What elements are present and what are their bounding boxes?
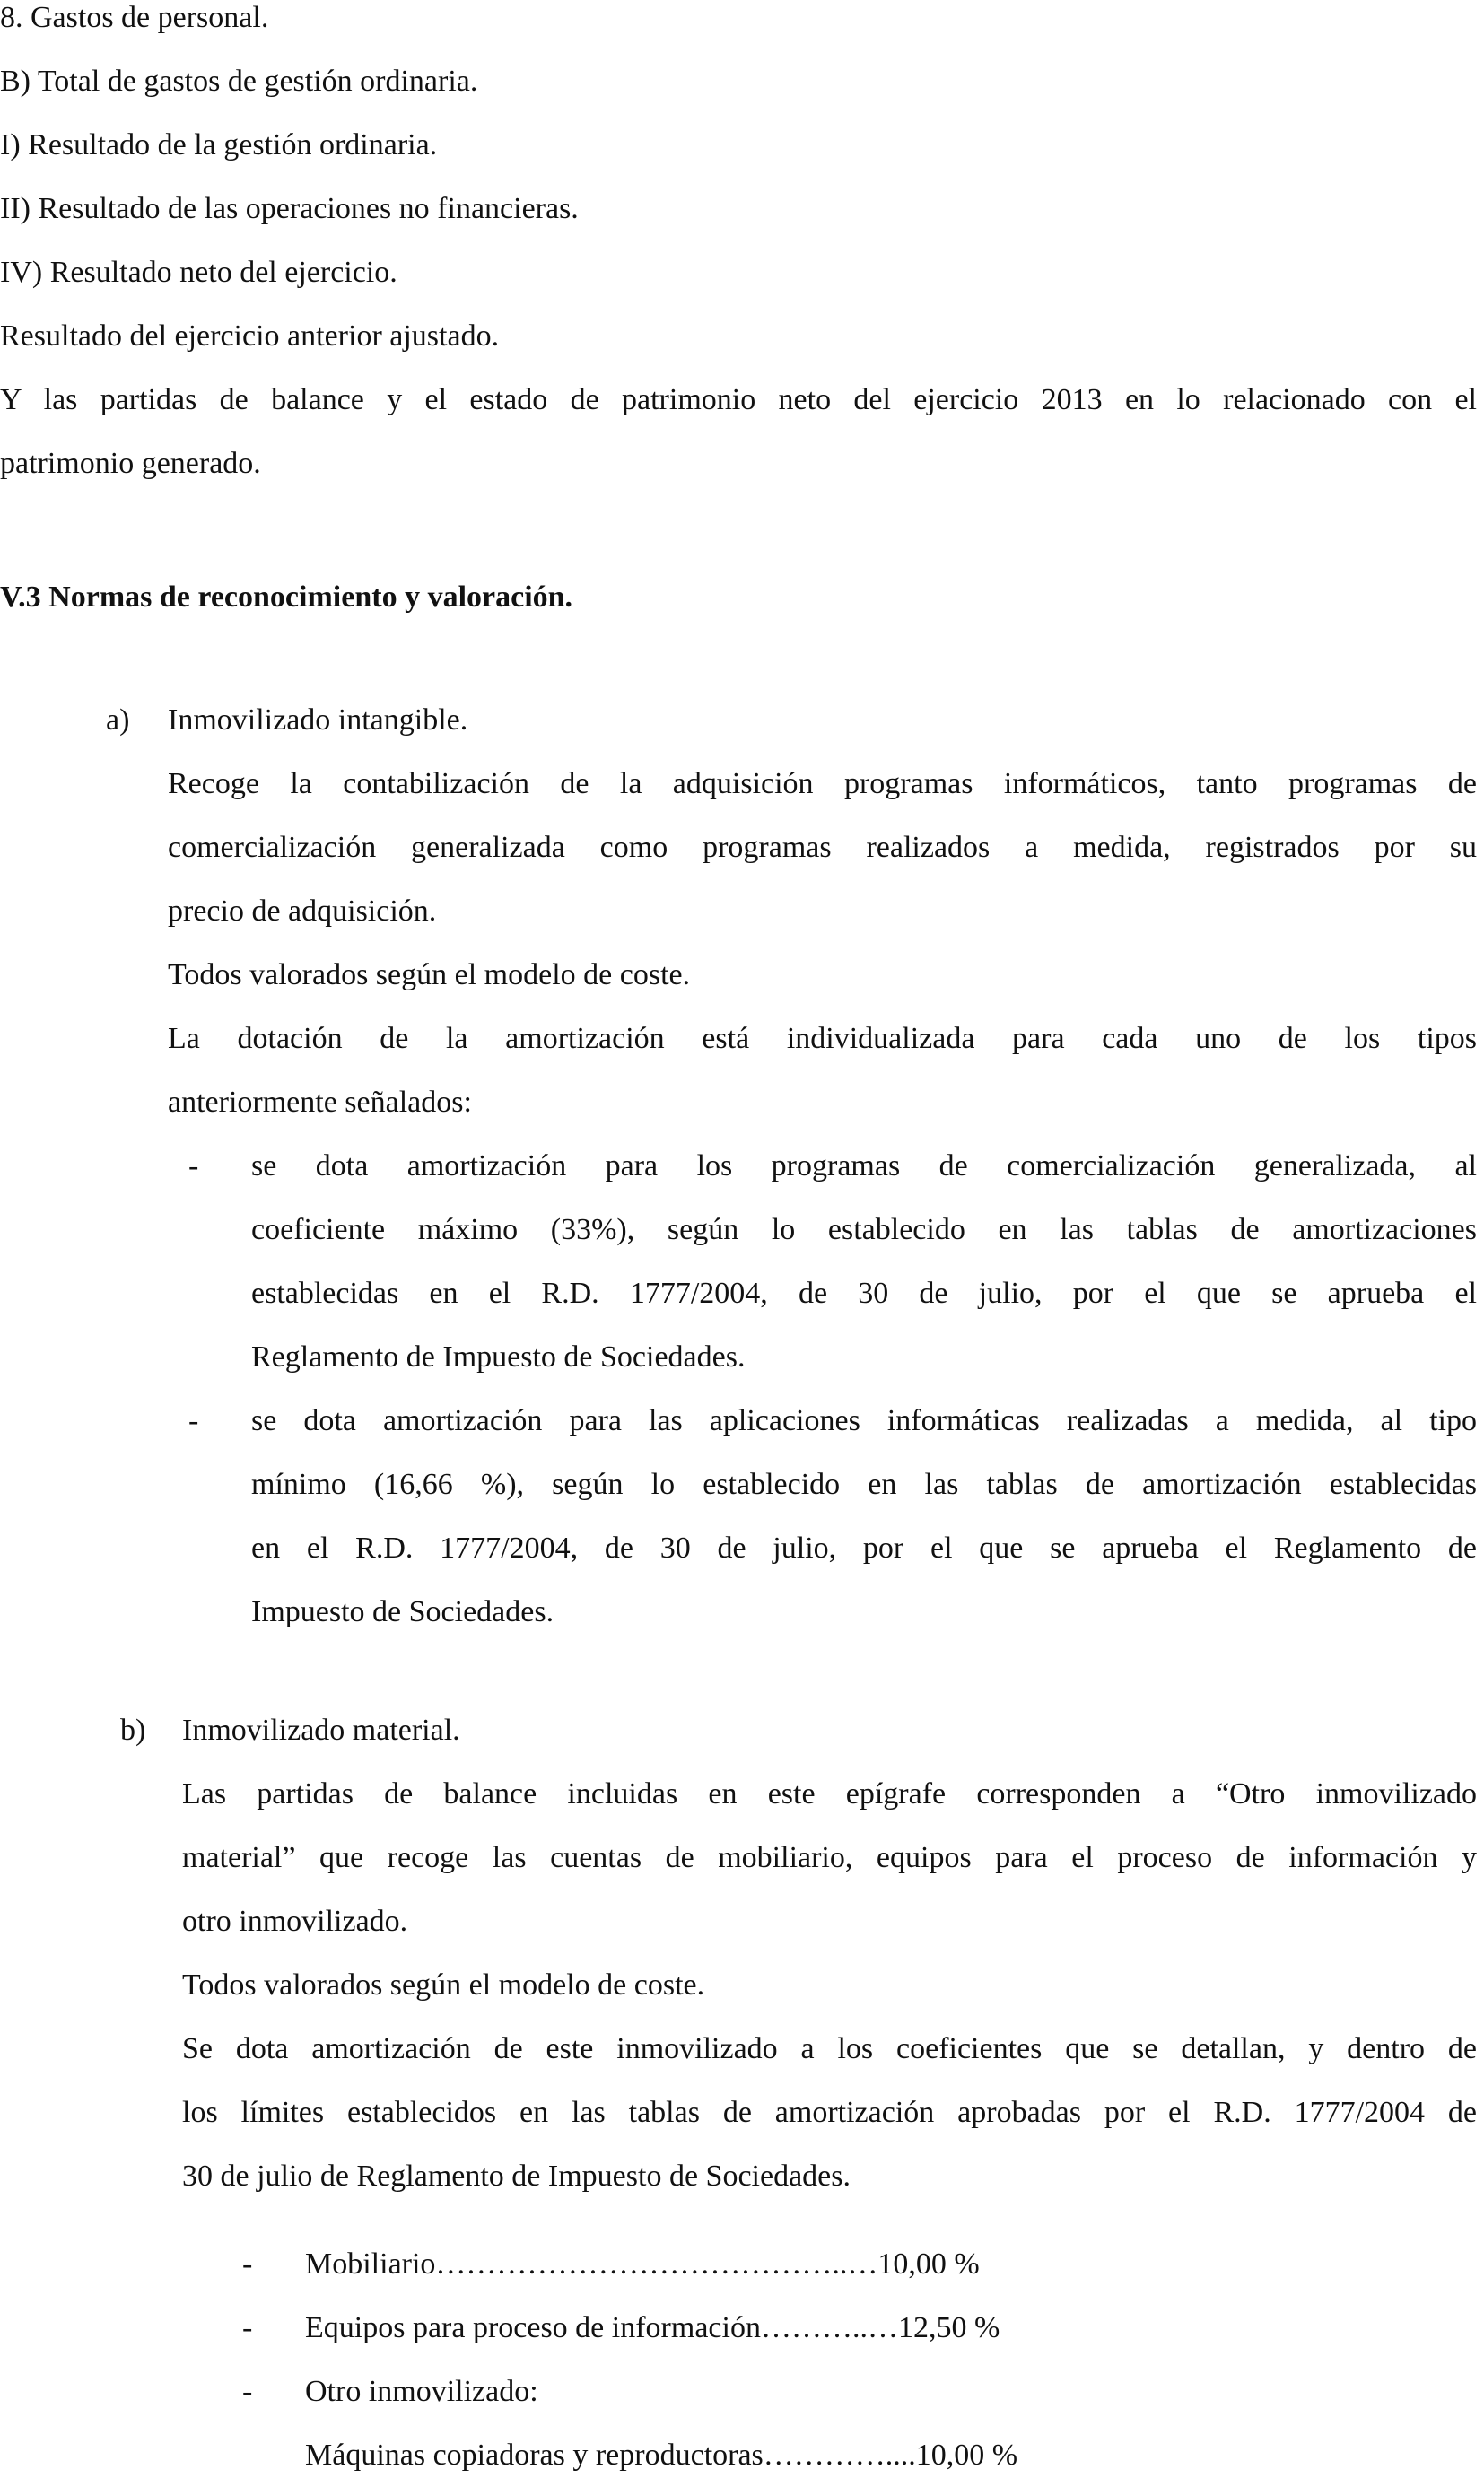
section-b-para-line: material” que recoge las cuentas de mobiliario, equipos para el proceso de información y <box>182 1841 1477 1874</box>
section-a-para-line: precio de adquisición. <box>168 894 437 928</box>
section-b-para-line: Las partidas de balance incluidas en este epígrafe corresponden a “Otro inmovilizado <box>182 1777 1477 1811</box>
intro-paragraph-line: Y las partidas de balance y el estado de patrimonio neto del ejercicio 2013 en lo relacionado con el <box>0 383 1477 416</box>
bullet-line: coeficiente máximo (33%), según lo establecido en las tablas de amortizaciones <box>251 1213 1477 1246</box>
bullet-line: se dota amortización para los programas de comercialización generalizada, al <box>251 1149 1477 1182</box>
section-a-para-line: comercialización generalizada como programas realizados a medida, registrados por su <box>168 831 1477 864</box>
section-b-para-line: otro inmovilizado. <box>182 1905 408 1938</box>
section-a-para-line: La dotación de la amortización está individualizada para cada uno de los tipos <box>168 1022 1477 1055</box>
section-b-para-line: 30 de julio de Reglamento de Impuesto de Sociedades. <box>182 2160 851 2193</box>
list-item: 8. Gastos de personal. <box>0 1 269 34</box>
bullet-line: Impuesto de Sociedades. <box>251 1595 554 1628</box>
section-b-para-line: Se dota amortización de este inmovilizado a los coeficientes que se detallan, y dentro de <box>182 2032 1477 2065</box>
rate-sub-item: Máquinas copiadoras y reproductoras…………....10,00 % <box>305 2439 1018 2472</box>
bullet-dash: - <box>242 2311 253 2344</box>
section-a-para-line: Recoge la contabilización de la adquisición programas informáticos, tanto programas de <box>168 767 1477 800</box>
rate-item: Otro inmovilizado: <box>305 2375 538 2408</box>
section-b-marker: b) <box>120 1714 146 1747</box>
list-item: Resultado del ejercicio anterior ajustado. <box>0 319 500 353</box>
section-a-marker: a) <box>106 703 130 737</box>
list-item: B) Total de gastos de gestión ordinaria. <box>0 65 478 98</box>
bullet-line: se dota amortización para las aplicaciones informáticas realizadas a medida, al tipo <box>251 1404 1477 1437</box>
rate-item: Equipos para proceso de información………..…12,50 % <box>305 2311 1000 2344</box>
bullet-line: Reglamento de Impuesto de Sociedades. <box>251 1340 746 1374</box>
section-a-para-line: Todos valorados según el modelo de coste. <box>168 958 691 991</box>
list-item: I) Resultado de la gestión ordinaria. <box>0 128 438 161</box>
bullet-dash: - <box>242 2247 253 2281</box>
bullet-line: mínimo (16,66 %), según lo establecido en las tablas de amortización establecidas <box>251 1468 1477 1501</box>
section-heading: V.3 Normas de reconocimiento y valoración. <box>0 580 573 614</box>
intro-paragraph-line: patrimonio generado. <box>0 447 261 480</box>
bullet-line: establecidas en el R.D. 1777/2004, de 30 de julio, por el que se aprueba el <box>251 1277 1477 1310</box>
bullet-dash: - <box>188 1404 199 1437</box>
bullet-line: en el R.D. 1777/2004, de 30 de julio, por el que se aprueba el Reglamento de <box>251 1531 1477 1565</box>
section-a-title: Inmovilizado intangible. <box>168 703 468 737</box>
list-item: IV) Resultado neto del ejercicio. <box>0 256 397 289</box>
section-b-title: Inmovilizado material. <box>182 1714 460 1747</box>
bullet-dash: - <box>242 2375 253 2408</box>
bullet-dash: - <box>188 1149 199 1182</box>
section-a-para-line: anteriormente señalados: <box>168 1086 472 1119</box>
rate-item: Mobiliario…………………………………..…10,00 % <box>305 2247 980 2281</box>
section-b-para-line: los límites establecidos en las tablas de amortización aprobadas por el R.D. 1777/2004 de <box>182 2096 1477 2129</box>
section-b-para-line: Todos valorados según el modelo de coste. <box>182 1968 705 2002</box>
list-item: II) Resultado de las operaciones no financieras. <box>0 192 579 225</box>
